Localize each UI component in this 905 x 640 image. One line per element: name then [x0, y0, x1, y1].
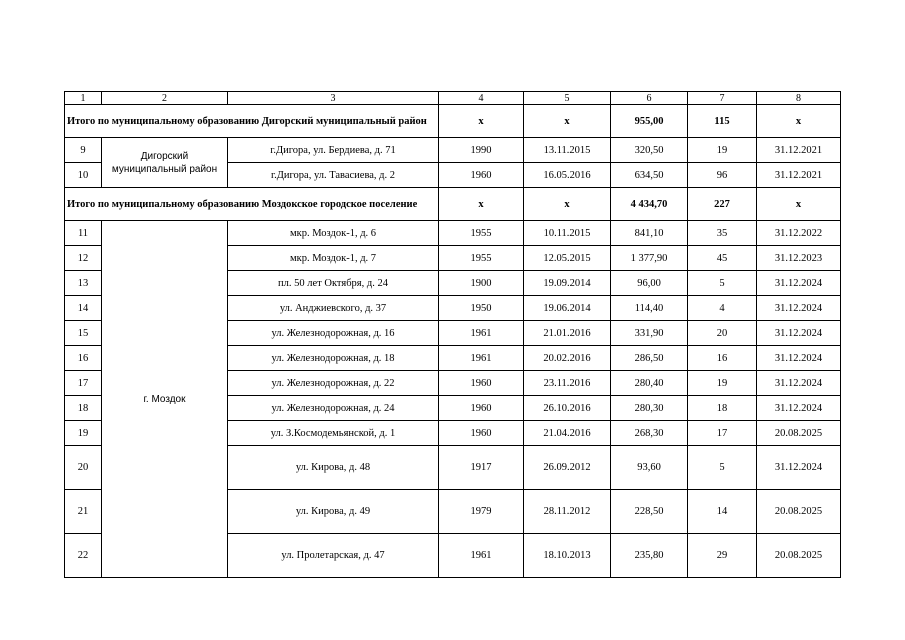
year: 1960 — [439, 371, 524, 396]
district-name: г. Моздок — [102, 221, 228, 578]
subtotal-row-mozdok — [65, 188, 841, 221]
subtotal-deadline: x — [757, 188, 841, 221]
deadline: 31.12.2024 — [757, 371, 841, 396]
year: 1960 — [439, 163, 524, 188]
column-number: 8 — [757, 92, 841, 105]
deadline: 31.12.2024 — [757, 271, 841, 296]
date: 21.04.2016 — [524, 421, 611, 446]
row-number: 17 — [65, 371, 102, 396]
date: 13.11.2015 — [524, 138, 611, 163]
row-number: 14 — [65, 296, 102, 321]
area: 634,50 — [611, 163, 688, 188]
date: 28.11.2012 — [524, 490, 611, 534]
address: г.Дигора, ул. Бердиева, д. 71 — [228, 138, 439, 163]
date: 10.11.2015 — [524, 221, 611, 246]
subtotal-deadline: x — [757, 105, 841, 138]
row-number: 22 — [65, 534, 102, 578]
row-number: 21 — [65, 490, 102, 534]
people: 16 — [688, 346, 757, 371]
area: 96,00 — [611, 271, 688, 296]
row-number: 20 — [65, 446, 102, 490]
year: 1917 — [439, 446, 524, 490]
address: ул. Железнодорожная, д. 16 — [228, 321, 439, 346]
people: 19 — [688, 371, 757, 396]
subtotal-area: 955,00 — [611, 105, 688, 138]
subtotal-date: x — [524, 188, 611, 221]
address: г.Дигора, ул. Тавасиева, д. 2 — [228, 163, 439, 188]
people: 17 — [688, 421, 757, 446]
area: 286,50 — [611, 346, 688, 371]
address: ул. Кирова, д. 48 — [228, 446, 439, 490]
deadline: 20.08.2025 — [757, 490, 841, 534]
year: 1961 — [439, 534, 524, 578]
column-number: 4 — [439, 92, 524, 105]
row-number: 11 — [65, 221, 102, 246]
column-number: 6 — [611, 92, 688, 105]
date: 26.09.2012 — [524, 446, 611, 490]
deadline: 31.12.2024 — [757, 321, 841, 346]
area: 114,40 — [611, 296, 688, 321]
date: 23.11.2016 — [524, 371, 611, 396]
address: мкр. Моздок-1, д. 7 — [228, 246, 439, 271]
area: 93,60 — [611, 446, 688, 490]
subtotal-label: Итого по муниципальному образованию Моздокское городское поселение — [65, 188, 439, 221]
deadline: 31.12.2021 — [757, 163, 841, 188]
deadline: 20.08.2025 — [757, 421, 841, 446]
deadline: 31.12.2024 — [757, 296, 841, 321]
area: 235,80 — [611, 534, 688, 578]
address: ул. Анджиевского, д. 37 — [228, 296, 439, 321]
row-number: 19 — [65, 421, 102, 446]
deadline: 31.12.2022 — [757, 221, 841, 246]
address: мкр. Моздок-1, д. 6 — [228, 221, 439, 246]
date: 20.02.2016 — [524, 346, 611, 371]
date: 19.09.2014 — [524, 271, 611, 296]
deadline: 20.08.2025 — [757, 534, 841, 578]
address: ул. З.Космодемьянской, д. 1 — [228, 421, 439, 446]
subtotal-year: x — [439, 105, 524, 138]
people: 14 — [688, 490, 757, 534]
date: 21.01.2016 — [524, 321, 611, 346]
address: ул. Железнодорожная, д. 18 — [228, 346, 439, 371]
address: ул. Пролетарская, д. 47 — [228, 534, 439, 578]
area: 1 377,90 — [611, 246, 688, 271]
row-number: 12 — [65, 246, 102, 271]
deadline: 31.12.2023 — [757, 246, 841, 271]
year: 1955 — [439, 221, 524, 246]
deadline: 31.12.2024 — [757, 346, 841, 371]
area: 320,50 — [611, 138, 688, 163]
date: 18.10.2013 — [524, 534, 611, 578]
row-number: 15 — [65, 321, 102, 346]
year: 1950 — [439, 296, 524, 321]
area: 841,10 — [611, 221, 688, 246]
row-number: 13 — [65, 271, 102, 296]
deadline: 31.12.2024 — [757, 446, 841, 490]
people: 20 — [688, 321, 757, 346]
deadline: 31.12.2021 — [757, 138, 841, 163]
people: 29 — [688, 534, 757, 578]
people: 5 — [688, 271, 757, 296]
subtotal-people: 227 — [688, 188, 757, 221]
table-row — [65, 221, 841, 246]
subtotal-row-digorsky — [65, 105, 841, 138]
deadline: 31.12.2024 — [757, 396, 841, 421]
address: ул. Железнодорожная, д. 22 — [228, 371, 439, 396]
row-number: 10 — [65, 163, 102, 188]
district-name: Дигорский муниципальный район — [102, 138, 228, 188]
people: 18 — [688, 396, 757, 421]
date: 26.10.2016 — [524, 396, 611, 421]
table-row — [65, 138, 841, 163]
column-number: 5 — [524, 92, 611, 105]
area: 331,90 — [611, 321, 688, 346]
area: 228,50 — [611, 490, 688, 534]
year: 1979 — [439, 490, 524, 534]
area: 268,30 — [611, 421, 688, 446]
column-number-row — [65, 92, 841, 105]
subtotal-label: Итого по муниципальному образованию Дигорский муниципальный район — [65, 105, 439, 138]
subtotal-people: 115 — [688, 105, 757, 138]
year: 1960 — [439, 421, 524, 446]
row-number: 16 — [65, 346, 102, 371]
date: 16.05.2016 — [524, 163, 611, 188]
date: 12.05.2015 — [524, 246, 611, 271]
area: 280,40 — [611, 371, 688, 396]
people: 35 — [688, 221, 757, 246]
subtotal-date: x — [524, 105, 611, 138]
people: 19 — [688, 138, 757, 163]
row-number: 18 — [65, 396, 102, 421]
date: 19.06.2014 — [524, 296, 611, 321]
year: 1961 — [439, 321, 524, 346]
column-number: 1 — [65, 92, 102, 105]
column-number: 2 — [102, 92, 228, 105]
year: 1961 — [439, 346, 524, 371]
people: 4 — [688, 296, 757, 321]
year: 1960 — [439, 396, 524, 421]
people: 5 — [688, 446, 757, 490]
column-number: 3 — [228, 92, 439, 105]
subtotal-year: x — [439, 188, 524, 221]
year: 1990 — [439, 138, 524, 163]
column-number: 7 — [688, 92, 757, 105]
people: 45 — [688, 246, 757, 271]
housing-table — [64, 91, 841, 578]
address: пл. 50 лет Октября, д. 24 — [228, 271, 439, 296]
people: 96 — [688, 163, 757, 188]
row-number: 9 — [65, 138, 102, 163]
subtotal-area: 4 434,70 — [611, 188, 688, 221]
address: ул. Кирова, д. 49 — [228, 490, 439, 534]
year: 1955 — [439, 246, 524, 271]
address: ул. Железнодорожная, д. 24 — [228, 396, 439, 421]
area: 280,30 — [611, 396, 688, 421]
year: 1900 — [439, 271, 524, 296]
